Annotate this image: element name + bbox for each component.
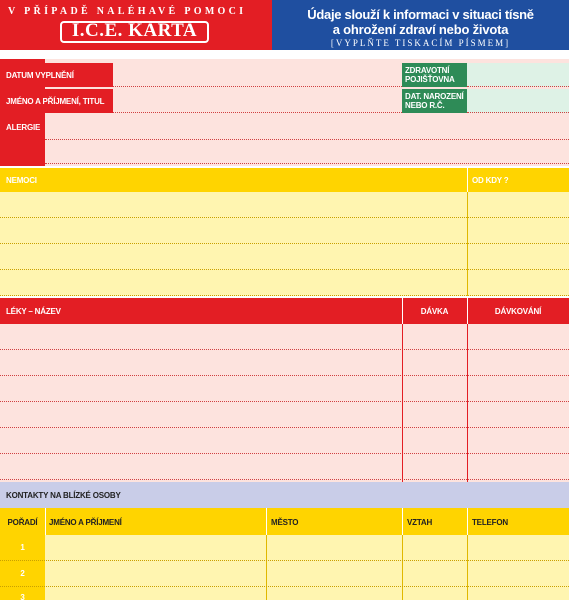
medications-body-divider-1 (402, 324, 403, 482)
header-blue-panel (272, 0, 569, 50)
medications-dose-label: DÁVKA (420, 307, 449, 316)
disease-line-4[interactable] (0, 270, 569, 296)
insurance-field[interactable] (467, 63, 569, 87)
date-label: DATUM VYPLNĚNÍ (6, 71, 74, 80)
contacts-col-name: JMÉNO A PŘÍJMENÍ (49, 518, 122, 527)
contact-row-number: 3 (20, 593, 25, 600)
medications-body-divider-2 (467, 324, 468, 482)
info-line-3: [VYPLŇTE TISKACÍM PÍSMEM] (330, 38, 511, 48)
info-line-1: Údaje slouží k informaci v situaci tísně (307, 7, 534, 22)
medication-line-3[interactable] (0, 376, 569, 402)
birth-field[interactable] (467, 89, 569, 113)
contact-row-1[interactable] (0, 535, 569, 561)
contacts-col-phone: TELEFON (472, 518, 508, 527)
medication-line-4[interactable] (0, 402, 569, 428)
medication-line-2[interactable] (0, 350, 569, 376)
allergy-field-line-2[interactable] (45, 140, 569, 164)
emergency-text: V PŘÍPADĚ NALÉHAVÉ POMOCI (8, 6, 247, 17)
diseases-since-label: OD KDY ? (472, 176, 509, 185)
contact-row-3[interactable] (0, 587, 569, 600)
contacts-header-divider-1 (45, 508, 46, 535)
contacts-col-city: MĚSTO (271, 518, 299, 527)
disease-line-2[interactable] (0, 218, 569, 244)
insurance-label: ZDRAVOTNÍ POJIŠŤOVNA (405, 66, 455, 84)
contacts-col-order: POŘADÍ (7, 518, 38, 527)
medication-line-1[interactable] (0, 324, 569, 350)
birth-label: DAT. NAROZENÍ NEBO R.Č. (405, 92, 464, 110)
contacts-title: KONTAKTY NA BLÍZKÉ OSOBY (6, 491, 121, 500)
medications-name-label: LÉKY – NÁZEV (6, 307, 61, 316)
allergy-label: ALERGIE (6, 123, 41, 132)
medications-dosing-label: DÁVKOVÁNÍ (494, 307, 542, 316)
contacts-header-divider-3 (402, 508, 403, 535)
diseases-header-divider (467, 168, 468, 192)
card-title: I.C.E. KARTA (71, 20, 198, 41)
diseases-label: NEMOCI (6, 176, 37, 185)
disease-line-3[interactable] (0, 244, 569, 270)
contact-row-number: 1 (20, 543, 25, 552)
medication-line-5[interactable] (0, 428, 569, 454)
contact-row-number: 2 (20, 569, 25, 578)
contact-row-2[interactable] (0, 561, 569, 587)
contacts-header-divider-2 (266, 508, 267, 535)
date-field[interactable] (113, 63, 402, 87)
medication-line-6[interactable] (0, 454, 569, 480)
name-label: JMÉNO A PŘÍJMENÍ, TITUL (6, 97, 105, 106)
diseases-body-divider (467, 192, 468, 296)
contacts-header-divider-4 (467, 508, 468, 535)
allergy-field-line-1[interactable] (45, 115, 569, 140)
contacts-col-relation: VZTAH (407, 518, 433, 527)
header-red-panel (0, 0, 272, 50)
name-field[interactable] (113, 89, 402, 113)
info-line-2: a ohrožení zdraví nebo života (332, 22, 509, 37)
disease-line-1[interactable] (0, 192, 569, 218)
